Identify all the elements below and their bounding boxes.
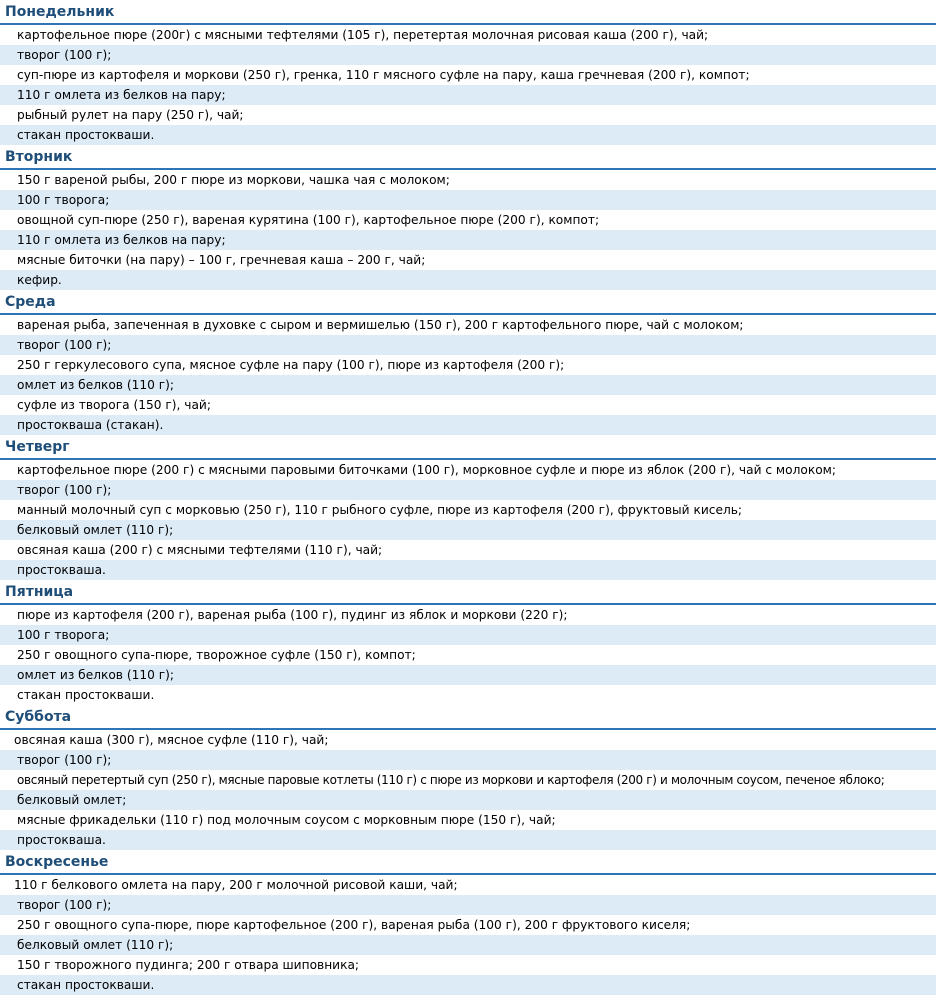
menu-row: мясные фрикадельки (110 г) под молочным соусом с морковным пюре (150 г), чай;: [0, 810, 936, 830]
menu-row: суп-пюре из картофеля и моркови (250 г), гренка, 110 г мясного суфле на пару, каша гречневая (200 г), компот;: [0, 65, 936, 85]
day-header-sunday: Воскресенье: [0, 850, 936, 875]
menu-row: омлет из белков (110 г);: [0, 375, 936, 395]
menu-row: пюре из картофеля (200 г), вареная рыба (100 г), пудинг из яблок и моркови (220 г);: [0, 605, 936, 625]
day-header-friday: Пятница: [0, 580, 936, 605]
day-header-thursday: Четверг: [0, 435, 936, 460]
day-header-monday: Понедельник: [0, 0, 936, 25]
menu-row: омлет из белков (110 г);: [0, 665, 936, 685]
menu-row: овсяный перетертый суп (250 г), мясные паровые котлеты (110 г) с пюре из моркови и картофеля (200 г) и молочным соусом, печеное яблоко;: [0, 770, 936, 790]
menu-row: овощной суп-пюре (250 г), вареная курятина (100 г), картофельное пюре (200 г), компот;: [0, 210, 936, 230]
menu-row: кефир.: [0, 270, 936, 290]
menu-row: белковый омлет (110 г);: [0, 520, 936, 540]
menu-row: творог (100 г);: [0, 895, 936, 915]
menu-row: белковый омлет;: [0, 790, 936, 810]
menu-row: 250 г овощного супа-пюре, творожное суфле (150 г), компот;: [0, 645, 936, 665]
menu-row: манный молочный суп с морковью (250 г), 110 г рыбного суфле, пюре из картофеля (200 г), фруктовый кисель;: [0, 500, 936, 520]
day-header-saturday: Суббота: [0, 705, 936, 730]
menu-row: творог (100 г);: [0, 45, 936, 65]
menu-row: овсяная каша (300 г), мясное суфле (110 г), чай;: [0, 730, 936, 750]
menu-row: картофельное пюре (200 г) с мясными паровыми биточками (100 г), морковное суфле и пюре из яблок (200 г), чай с молоком;: [0, 460, 936, 480]
menu-row: творог (100 г);: [0, 335, 936, 355]
day-header-tuesday: Вторник: [0, 145, 936, 170]
menu-row: 110 г омлета из белков на пару;: [0, 85, 936, 105]
menu-row: суфле из творога (150 г), чай;: [0, 395, 936, 415]
menu-row: 150 г творожного пудинга; 200 г отвара шиповника;: [0, 955, 936, 975]
menu-row: белковый омлет (110 г);: [0, 935, 936, 955]
menu-row: простокваша.: [0, 830, 936, 850]
menu-row: 100 г творога;: [0, 190, 936, 210]
menu-row: стакан простокваши.: [0, 685, 936, 705]
menu-row: стакан простокваши.: [0, 975, 936, 995]
menu-row: овсяная каша (200 г) с мясными тефтелями (110 г), чай;: [0, 540, 936, 560]
menu-row: 110 г омлета из белков на пару;: [0, 230, 936, 250]
menu-row: 100 г творога;: [0, 625, 936, 645]
menu-row: простокваша (стакан).: [0, 415, 936, 435]
menu-row: картофельное пюре (200г) с мясными тефтелями (105 г), перетертая молочная рисовая каша (200 г), чай;: [0, 25, 936, 45]
menu-row: 150 г вареной рыбы, 200 г пюре из моркови, чашка чая с молоком;: [0, 170, 936, 190]
menu-row: рыбный рулет на пару (250 г), чай;: [0, 105, 936, 125]
menu-row: мясные биточки (на пару) – 100 г, гречневая каша – 200 г, чай;: [0, 250, 936, 270]
menu-row: стакан простокваши.: [0, 125, 936, 145]
menu-row: творог (100 г);: [0, 480, 936, 500]
menu-row: 110 г белкового омлета на пару, 200 г молочной рисовой каши, чай;: [0, 875, 936, 895]
menu-row: вареная рыба, запеченная в духовке с сыром и вермишелью (150 г), 200 г картофельного пюре, чай с молоком;: [0, 315, 936, 335]
menu-row: 250 г геркулесового супа, мясное суфле на пару (100 г), пюре из картофеля (200 г);: [0, 355, 936, 375]
menu-row: 250 г овощного супа-пюре, пюре картофельное (200 г), вареная рыба (100 г), 200 г фруктового киселя;: [0, 915, 936, 935]
menu-row: простокваша.: [0, 560, 936, 580]
menu-row: творог (100 г);: [0, 750, 936, 770]
day-header-wednesday: Среда: [0, 290, 936, 315]
